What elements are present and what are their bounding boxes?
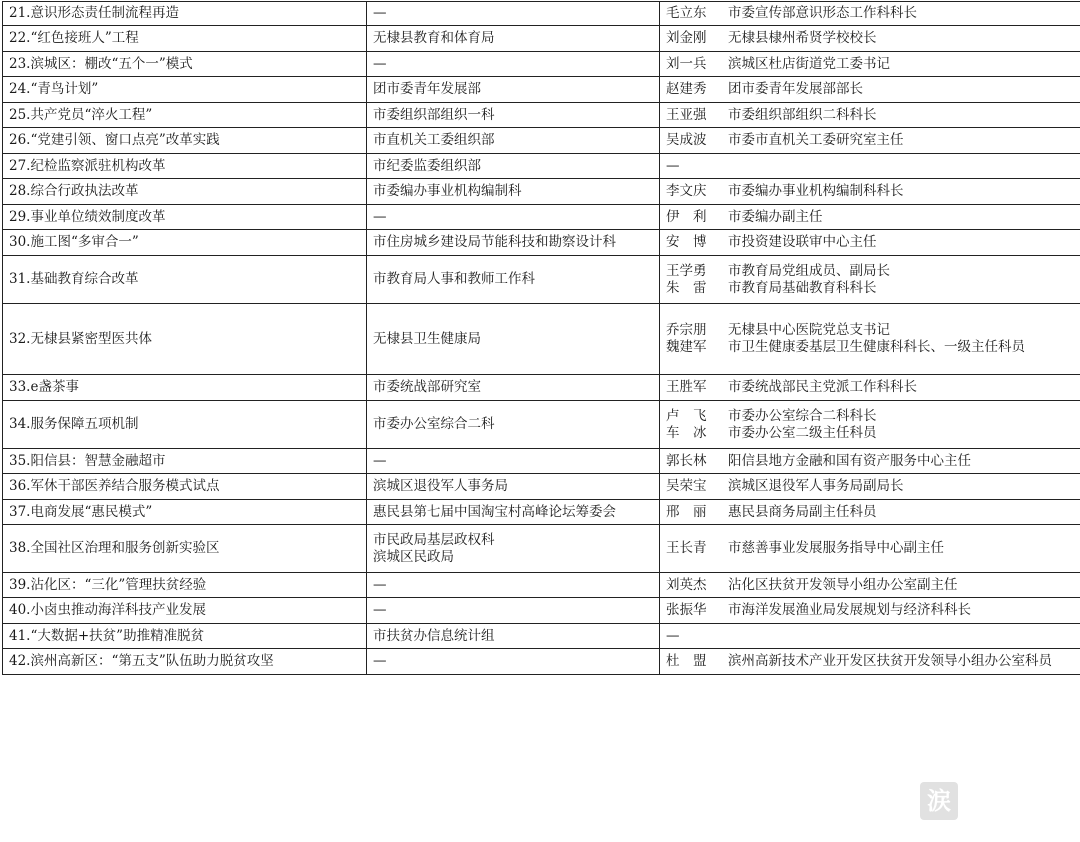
person-title: 市教育局党组成员、副局长 [728, 262, 890, 279]
unit-cell [367, 2, 660, 26]
person-name: 吴成波 [666, 132, 707, 148]
person-entry [666, 478, 1075, 495]
person-cell [660, 103, 1080, 128]
person-title: 市委统战部民主党派工作科科长 [728, 379, 917, 395]
unit-cell [367, 256, 660, 304]
table-row [3, 26, 1080, 52]
table-row [3, 304, 1080, 375]
person-name: 吴荣宝 [666, 478, 707, 494]
project-name-cell: 38.全国社区治理和服务创新实验区 [3, 525, 367, 573]
unit-name: 市委组织部组织一科 [373, 106, 495, 123]
person-name: 张振华 [666, 602, 707, 618]
table-row [3, 375, 1080, 401]
person-entry [666, 425, 1075, 442]
person-cell [660, 598, 1080, 624]
person-cell [660, 230, 1080, 256]
person-cell [660, 154, 1080, 179]
table-row [3, 256, 1080, 304]
unit-name: — [373, 452, 387, 469]
unit-name: 惠民县第七届中国淘宝村高峰论坛筹委会 [373, 503, 616, 520]
unit-cell [367, 525, 660, 573]
unit-cell [367, 649, 660, 675]
person-cell [660, 52, 1080, 77]
person-entry [666, 132, 1075, 149]
person-name: — [666, 157, 680, 174]
project-name-cell: 24.“青鸟计划” [3, 77, 367, 103]
person-title: 市委办公室二级主任科员 [728, 424, 877, 441]
unit-cell [367, 304, 660, 375]
table-body [3, 2, 1080, 675]
table-row [3, 573, 1080, 598]
unit-name: 滨城区退役军人事务局 [373, 478, 508, 494]
project-name-cell: 32.无棣县紧密型医共体 [3, 304, 367, 375]
person-entry [666, 30, 1075, 47]
project-name-cell: 36.军休干部医养结合服务模式试点 [3, 474, 367, 500]
person-cell [660, 401, 1080, 449]
person-name: 伊 利 [666, 208, 707, 225]
person-entry [666, 107, 1075, 124]
unit-name: 市民政局基层政权科 [373, 531, 495, 548]
table-row [3, 474, 1080, 500]
person-entry [666, 628, 1075, 645]
unit-name: 市扶贫办信息统计组 [373, 627, 495, 644]
person-title: 市委办公室综合二科科长 [728, 407, 877, 424]
table-row [3, 649, 1080, 675]
person-name: 杜 盟 [666, 653, 707, 669]
person-title: 沾化区扶贫开发领导小组办公室副主任 [728, 576, 958, 593]
person-cell [660, 128, 1080, 154]
unit-name: 团市委青年发展部 [373, 81, 481, 97]
unit-name: 市纪委监委组织部 [373, 157, 481, 174]
person-cell [660, 2, 1080, 26]
person-cell [660, 179, 1080, 205]
unit-cell [367, 449, 660, 474]
project-name-cell: 34.服务保障五项机制 [3, 401, 367, 449]
unit-cell [367, 154, 660, 179]
person-cell [660, 375, 1080, 401]
project-name-cell: 25.共产党员“淬火工程” [3, 103, 367, 128]
person-cell [660, 304, 1080, 375]
person-name: 郭长林 [666, 452, 707, 469]
person-name: 卢 飞 [666, 407, 707, 424]
person-cell [660, 474, 1080, 500]
person-name: 赵建秀 [666, 81, 707, 97]
project-name-cell: 40.小卤虫推动海洋科技产业发展 [3, 598, 367, 624]
unit-cell [367, 500, 660, 525]
person-entry [666, 602, 1075, 619]
unit-name: — [373, 576, 387, 593]
person-entry [666, 379, 1075, 396]
table-row [3, 154, 1080, 179]
unit-name: 市教育局人事和教师工作科 [373, 271, 535, 287]
person-cell [660, 205, 1080, 230]
unit-cell [367, 474, 660, 500]
person-title: 团市委青年发展部部长 [728, 81, 863, 97]
award-table [2, 1, 1080, 675]
person-title: 市委编办事业机构编制科科长 [728, 183, 904, 199]
person-entry [666, 653, 1075, 670]
person-entry [666, 158, 1075, 175]
unit-cell [367, 624, 660, 649]
person-entry [666, 453, 1075, 470]
person-title: 市委市直机关工委研究室主任 [728, 132, 904, 148]
project-name-cell: 30.施工图“多审合一” [3, 230, 367, 256]
unit-name: 市直机关工委组织部 [373, 132, 495, 148]
person-name: 刘金刚 [666, 30, 707, 46]
person-name: 刘一兵 [666, 55, 707, 72]
project-name-cell: 41.“大数据+扶贫”助推精准脱贫 [3, 624, 367, 649]
project-name-cell: 26.“党建引领、窗口点亮”改革实践 [3, 128, 367, 154]
project-name-cell: 29.事业单位绩效制度改革 [3, 205, 367, 230]
person-name: 朱 雷 [666, 279, 707, 296]
unit-name: — [373, 208, 387, 225]
person-name: 刘英杰 [666, 576, 707, 593]
person-name: 王长青 [666, 540, 707, 556]
person-entry [666, 263, 1075, 280]
person-entry [666, 5, 1075, 22]
person-name: 车 冰 [666, 424, 707, 441]
unit-name: — [373, 55, 387, 72]
project-name-cell: 37.电商发展“惠民模式” [3, 500, 367, 525]
unit-name: 市委统战部研究室 [373, 379, 481, 395]
person-entry [666, 81, 1075, 98]
project-name-cell: 21.意识形态责任制流程再造 [3, 2, 367, 26]
project-name-cell: 27.纪检监察派驻机构改革 [3, 154, 367, 179]
unit-cell [367, 103, 660, 128]
project-name-cell: 39.沾化区：“三化”管理扶贫经验 [3, 573, 367, 598]
person-cell [660, 573, 1080, 598]
table-row [3, 52, 1080, 77]
project-name-cell: 33.e盏茶事 [3, 375, 367, 401]
person-entry [666, 280, 1075, 297]
table-row [3, 103, 1080, 128]
person-title: 市教育局基础教育科科长 [728, 279, 877, 296]
unit-name: 无棣县卫生健康局 [373, 330, 481, 347]
table-row [3, 128, 1080, 154]
person-cell [660, 26, 1080, 52]
person-cell [660, 525, 1080, 573]
table-row [3, 525, 1080, 573]
unit-cell [367, 77, 660, 103]
person-name: 王胜军 [666, 379, 707, 395]
person-entry [666, 234, 1075, 251]
person-name: 毛立东 [666, 5, 707, 21]
project-name-cell: 22.“红色接班人”工程 [3, 26, 367, 52]
person-entry [666, 322, 1075, 339]
table-row [3, 598, 1080, 624]
unit-name: 市委编办事业机构编制科 [373, 183, 522, 199]
person-entry [666, 540, 1075, 557]
table-row [3, 205, 1080, 230]
table-row [3, 2, 1080, 26]
table-row [3, 624, 1080, 649]
unit-cell [367, 205, 660, 230]
person-name: — [666, 627, 680, 644]
unit-name: 无棣县教育和体育局 [373, 30, 495, 46]
table-row [3, 449, 1080, 474]
person-entry [666, 577, 1075, 594]
person-name: 邢 丽 [666, 503, 707, 520]
table-row [3, 401, 1080, 449]
table-row [3, 500, 1080, 525]
unit-name: 市住房城乡建设局节能科技和勘察设计科 [373, 234, 616, 250]
unit-cell [367, 401, 660, 449]
person-title: 市慈善事业发展服务指导中心副主任 [728, 540, 944, 556]
person-cell [660, 256, 1080, 304]
person-title: 市海洋发展渔业局发展规划与经济科科长 [728, 602, 971, 618]
person-name: 安 博 [666, 234, 707, 250]
person-cell [660, 449, 1080, 474]
person-title: 滨城区退役军人事务局副局长 [728, 478, 904, 494]
unit-cell [367, 375, 660, 401]
person-title: 惠民县商务局副主任科员 [728, 503, 877, 520]
project-name-cell: 31.基础教育综合改革 [3, 256, 367, 304]
person-entry [666, 183, 1075, 200]
project-name-cell: 23.滨城区：棚改“五个一”模式 [3, 52, 367, 77]
unit-cell [367, 179, 660, 205]
person-title: 市委编办副主任 [728, 208, 823, 225]
person-cell [660, 649, 1080, 675]
person-name: 王学勇 [666, 262, 707, 279]
table-row [3, 230, 1080, 256]
unit-name: — [373, 5, 387, 21]
project-name-cell: 42.滨州高新区：“第五支”队伍助力脱贫攻坚 [3, 649, 367, 675]
person-entry [666, 408, 1075, 425]
unit-name: 市委办公室综合二科 [373, 416, 495, 432]
person-title: 滨州高新技术产业开发区扶贫开发领导小组办公室科员 [728, 653, 1052, 669]
unit-cell [367, 230, 660, 256]
person-title: 市委宣传部意识形态工作科科长 [728, 5, 917, 21]
person-name: 魏建军 [666, 339, 707, 355]
person-title: 无棣县棣州希贤学校校长 [728, 30, 877, 46]
person-name: 李文庆 [666, 183, 707, 199]
unit-cell [367, 52, 660, 77]
person-title: 滨城区杜店街道党工委书记 [728, 55, 890, 72]
person-name: 乔宗朋 [666, 322, 707, 338]
project-name-cell: 28.综合行政执法改革 [3, 179, 367, 205]
person-title: 阳信县地方金融和国有资产服务中心主任 [728, 452, 971, 469]
person-cell [660, 500, 1080, 525]
unit-cell [367, 598, 660, 624]
person-title: 无棣县中心医院党总支书记 [728, 322, 890, 338]
project-name-cell: 35.阳信县：智慧金融超市 [3, 449, 367, 474]
unit-name: — [373, 602, 387, 618]
table-row [3, 179, 1080, 205]
unit-cell [367, 573, 660, 598]
unit-cell [367, 128, 660, 154]
person-title: 市卫生健康委基层卫生健康科科长、一级主任科员 [728, 339, 1025, 355]
person-entry [666, 504, 1075, 521]
table-row [3, 77, 1080, 103]
unit-name: 滨城区民政局 [373, 548, 454, 565]
person-entry [666, 339, 1075, 356]
person-entry [666, 56, 1075, 73]
unit-name: — [373, 653, 387, 669]
person-title: 市委组织部组织二科科长 [728, 106, 877, 123]
person-name: 王亚强 [666, 106, 707, 123]
person-cell [660, 624, 1080, 649]
person-entry [666, 209, 1075, 226]
unit-cell [367, 26, 660, 52]
person-cell [660, 77, 1080, 103]
person-title: 市投资建设联审中心主任 [728, 234, 877, 250]
watermark-logo: 涙 [920, 782, 958, 820]
